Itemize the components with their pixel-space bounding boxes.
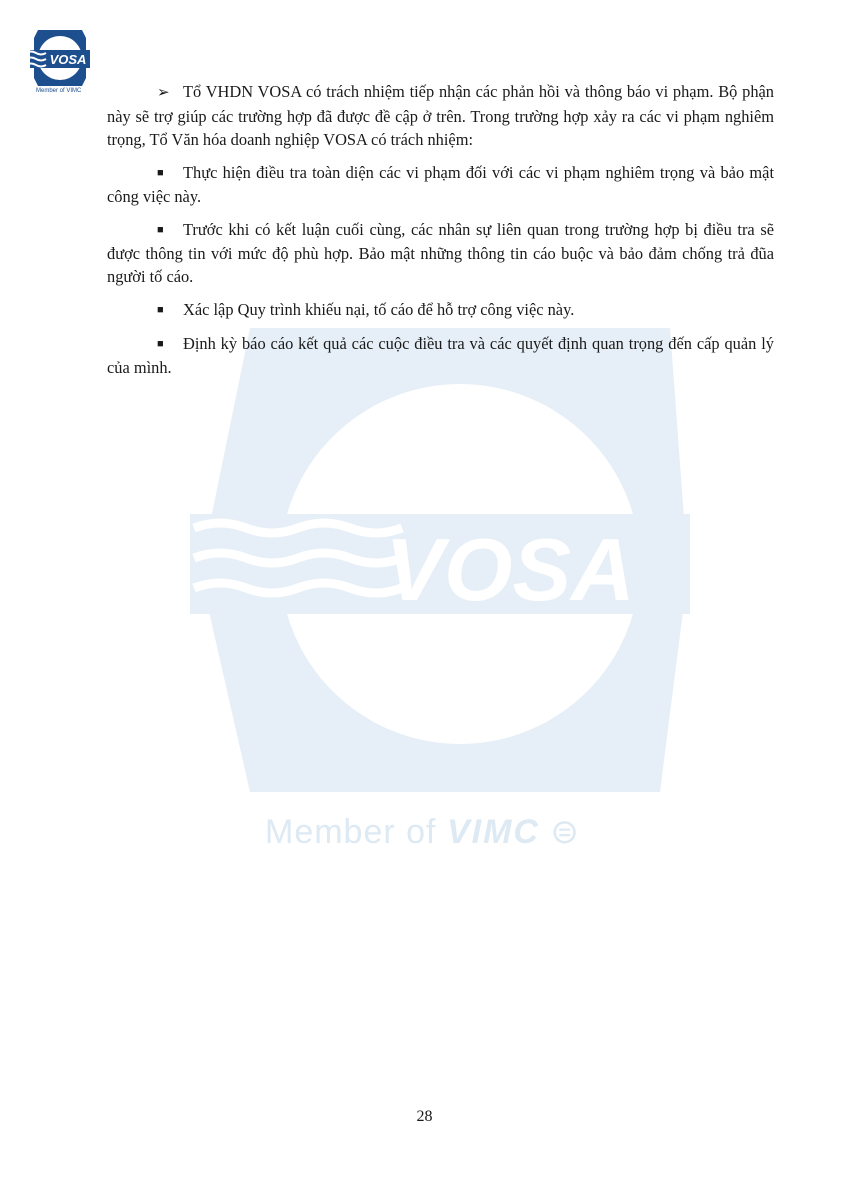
page-number: 28 (416, 1108, 433, 1125)
paragraph-text: Tổ VHDN VOSA có trách nhiệm tiếp nhận các phản hồi và thông báo vi phạm. Bộ phận này sẽ trợ giúp các trường hợp đã được đề cập ở trên. Trong trường hợp xảy ra các vi phạm nghiêm trọng, Tổ Văn hóa doanh nghiệp VOSA có trách nhiệm: (107, 82, 774, 149)
square-bullet-icon: ■ (157, 167, 164, 179)
watermark-caption-brand: VIMC (446, 813, 540, 851)
arrow-bullet-icon: ➢ (157, 85, 170, 101)
vimc-symbol-icon: ⊜ (550, 813, 580, 851)
watermark-caption (265, 812, 580, 852)
vosa-logo (24, 24, 96, 96)
list-item-text: Xác lập Quy trình khiếu nại, tố cáo để hỗ trợ công việc này. (183, 300, 575, 319)
document-body (107, 80, 774, 389)
logo-caption: Member of VIMC (36, 88, 82, 94)
square-bullet-icon: ■ (157, 304, 164, 316)
watermark-caption-prefix: Member of (265, 813, 437, 851)
list-item (107, 218, 774, 288)
list-item (107, 332, 774, 379)
watermark-text: VOSA (385, 520, 635, 619)
square-bullet-icon: ■ (157, 338, 164, 350)
logo-text: VOSA (49, 52, 87, 67)
list-item-text: Trước khi có kết luận cuối cùng, các nhân sự liên quan trong trường hợp bị điều tra sẽ được thông tin với mức độ phù hợp. Bảo mật những thông tin cáo buộc và bảo đảm chống trả đũa người tố cáo. (107, 220, 774, 286)
square-bullet-icon: ■ (157, 224, 164, 236)
list-item (107, 161, 774, 208)
vosa-watermark (190, 322, 690, 862)
list-item-text: Thực hiện điều tra toàn diện các vi phạm đối với các vi phạm nghiêm trọng và bảo mật công việc này. (107, 163, 774, 206)
list-item-text: Định kỳ báo cáo kết quả các cuộc điều tra và các quyết định quan trọng đến cấp quản lý của mình. (107, 334, 774, 377)
intro-paragraph (107, 80, 774, 151)
list-item (107, 298, 774, 322)
